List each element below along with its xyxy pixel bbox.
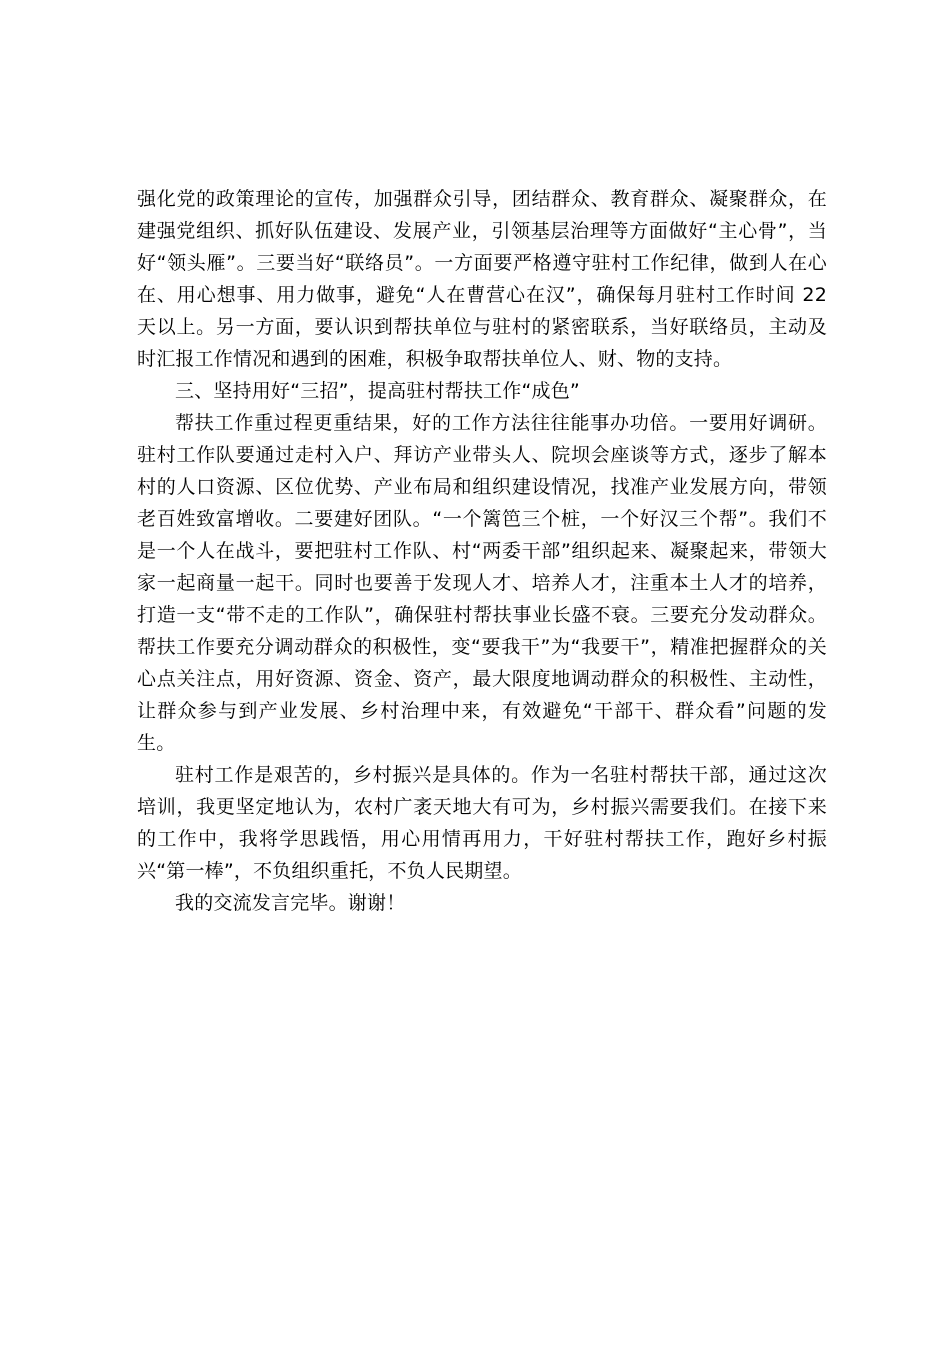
document-body: [137, 183, 827, 919]
section-heading: 三、坚持用好“三招”，提高驻村帮扶工作“成色”: [175, 380, 580, 402]
paragraph-conclusion: 驻村工作是艰苦的，乡村振兴是具体的。作为一名驻村帮扶干部，通过这次培训，我更坚定地认为，农村广袤天地大有可为，乡村振兴需要我们。在接下来的工作中，我将学思践悟，用心用情再用力，干好驻村帮扶工作，跑好乡村振兴“第一棒”，不负组织重托，不负人民期望。: [137, 764, 827, 882]
paragraph-methods: 帮扶工作重过程更重结果，好的工作方法往往能事办功倍。一要用好调研。驻村工作队要通过走村入户、拜访产业带头人、院坝会座谈等方式，逐步了解本村的人口资源、区位优势、产业布局和组织建设情况，找准产业发展方向，带领老百姓致富增收。二要建好团队。“一个篱笆三个桩，一个好汉三个帮”。我们不是一个人在战斗，要把驻村工作队、村“两委干部”组织起来、凝聚起来，带领大家一起商量一起干。同时也要善于发现人才、培养人才，注重本土人才的培养，打造一支“带不走的工作队”，确保驻村帮扶事业长盛不衰。三要充分发动群众。帮扶工作要充分调动群众的积极性，变“要我干”为“我要干”，精准把握群众的关心点关注点，用好资源、资金、资产，最大限度地调动群众的积极性、主动性，让群众参与到产业发展、乡村治理中来，有效避免“干部干、群众看”问题的发生。: [137, 412, 827, 754]
paragraph-continuation: 强化党的政策理论的宣传，加强群众引导，团结群众、教育群众、凝聚群众，在建强党组织、抓好队伍建设、发展产业，引领基层治理等方面做好“主心骨”，当好“领头雁”。三要当好“联络员”。一方面要严格遵守驻村工作纪律，做到人在心在、用心想事、用力做事，避免“人在曹营心在汉”，确保每月驻村工作时间 22 天以上。另一方面，要认识到帮扶单位与驻村的紧密联系，当好联络员，主动及时汇报工作情况和遇到的困难，积极争取帮扶单位人、财、物的支持。: [137, 188, 827, 370]
paragraph-closing: 我的交流发言完毕。谢谢！: [175, 892, 406, 914]
